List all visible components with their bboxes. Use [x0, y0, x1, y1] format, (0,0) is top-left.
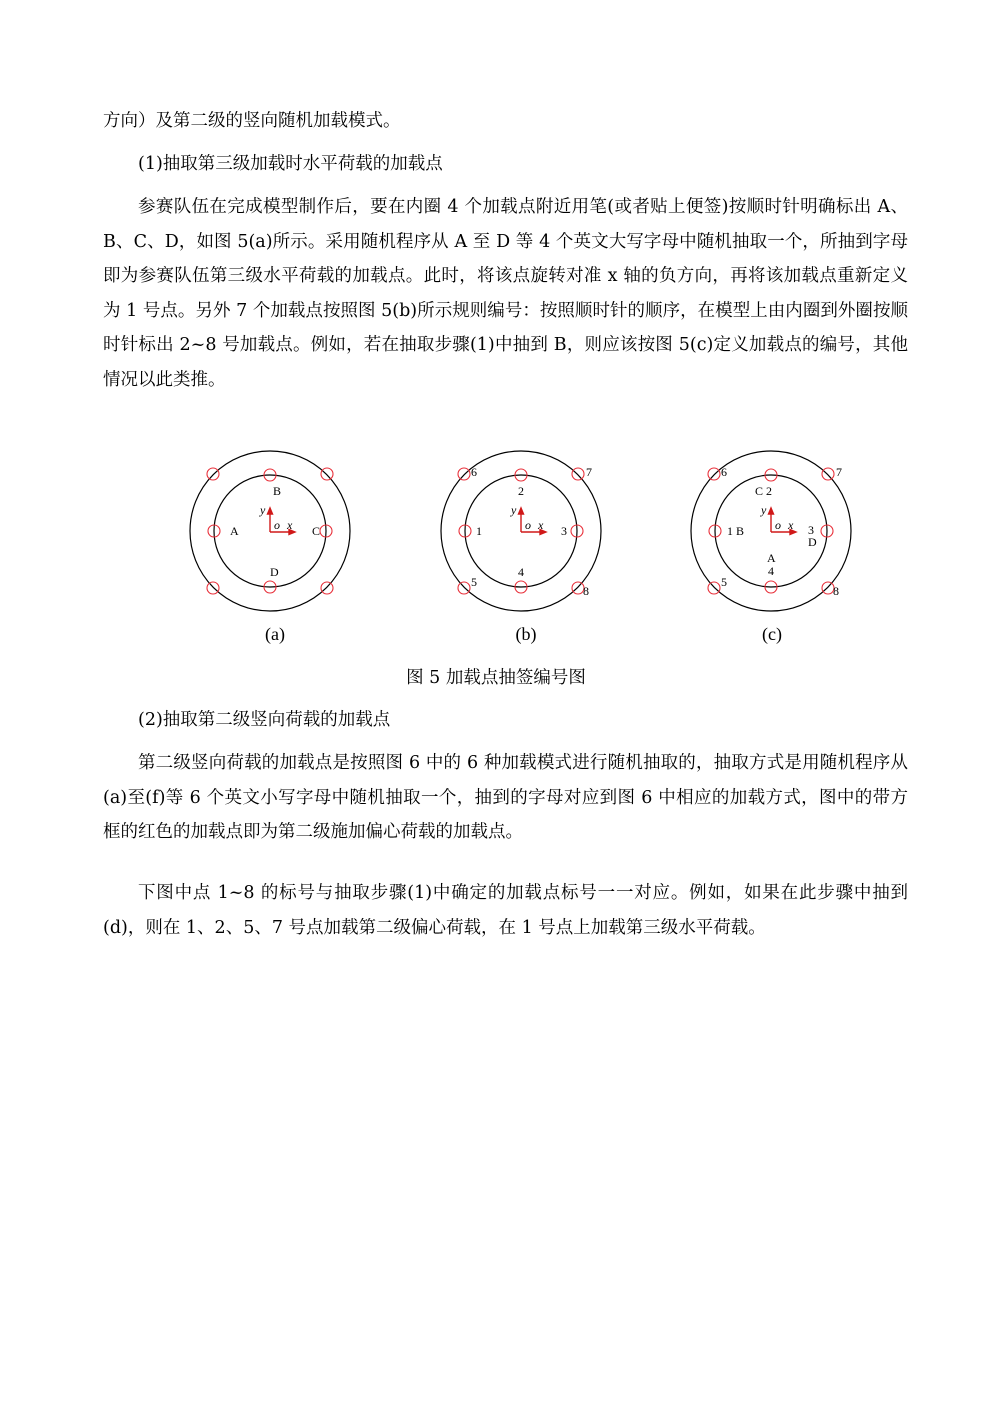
load-point	[207, 468, 219, 480]
point-label: 7	[586, 465, 592, 479]
point-label: 5	[471, 575, 477, 589]
point-label: C 2	[755, 484, 773, 498]
point-label: 8	[833, 584, 839, 598]
panel-c-caption: (c)	[762, 624, 782, 644]
axis-x-label: x	[788, 518, 794, 532]
figure-5	[186, 448, 866, 628]
point-label: B	[273, 484, 282, 498]
panel-a-caption: (a)	[265, 624, 285, 644]
axis-y-label: y	[260, 503, 266, 517]
point-label: D	[270, 565, 279, 579]
point-label: C	[312, 524, 321, 538]
axis-x-label: x	[287, 518, 293, 532]
paragraph-intro: 方向）及第二级的竖向随机加载模式。	[103, 111, 401, 131]
paragraph-example: 下图中点 1~8 的标号与抽取步骤(1)中确定的加载点标号一一对应。例如，如果在此步骤中抽到(d)，则在 1、2、5、7 号点加载第二级偏心荷载，在 1 号点上加载第三级水平荷载。	[103, 883, 908, 938]
axis-origin-label: o	[775, 518, 781, 532]
load-point	[207, 582, 219, 594]
point-label: A	[767, 551, 776, 565]
point-label: 5	[721, 575, 727, 589]
figure-title: 图 5 加载点抽签编号图	[406, 668, 586, 688]
load-point	[321, 468, 333, 480]
axis-origin-label: o	[274, 518, 280, 532]
load-point	[458, 468, 470, 480]
point-label: A	[230, 524, 239, 538]
axis-x-label: x	[538, 518, 544, 532]
y-axis-arrow	[268, 508, 273, 514]
paragraph-vertical-load: 第二级竖向荷载的加载点是按照图 6 中的 6 种加载模式进行随机抽取的，抽取方式是用随机程序从(a)至(f)等 6 个英文小写字母中随机抽取一个，抽到的字母对应到图 6 中相应的加载方式，图中的带方框的红色的加载点即为第二级施加偏心荷载的加载点。	[103, 753, 908, 842]
load-point	[708, 468, 720, 480]
paragraph-horizontal-load: 参赛队伍在完成模型制作后，要在内圈 4 个加载点附近用笔(或者贴上便签)按顺时针明确标出 A、B、C、D，如图 5(a)所示。采用随机程序从 A 至 D 等 4 个英文大写字母中随机抽取一个，所抽到字母即为参赛队伍第三级水平荷载的加载点。此时，将该点旋转对准 x 轴的负方向，再将该加载点重新定义为 1 号点。另外 7 个加载点按照图 5(b)所示规则编号：按照顺时针的顺序，在模型上由内圈到外圈按顺时针标出 2~8 号加载点。例如，若在抽取步骤(1)中抽到 B，则应该按图 5(c)定义加载点的编号，其他情况以此类推。	[103, 197, 908, 390]
point-label: 1	[476, 524, 482, 538]
axis-y-label: y	[511, 503, 517, 517]
panel-a-diagram	[186, 448, 354, 618]
load-point	[458, 582, 470, 594]
point-label: 7	[836, 465, 842, 479]
point-label: 1 B	[727, 524, 745, 538]
panel-b-caption: (b)	[515, 624, 537, 644]
load-point	[708, 582, 720, 594]
y-axis-arrow	[769, 508, 774, 514]
point-label: D	[808, 535, 817, 549]
section-heading-2: (2)抽取第二级竖向荷载的加载点	[138, 710, 391, 730]
point-label: 6	[471, 465, 477, 479]
point-label: 3	[808, 523, 814, 537]
load-point	[321, 582, 333, 594]
panel-b-diagram	[437, 448, 605, 618]
axis-y-label: y	[761, 503, 767, 517]
point-label: 6	[721, 465, 727, 479]
point-label: 4	[768, 564, 774, 578]
axis-origin-label: o	[525, 518, 531, 532]
point-label: 3	[561, 524, 567, 538]
section-heading-1: (1)抽取第三级加载时水平荷载的加载点	[138, 154, 443, 174]
point-label: 2	[518, 484, 524, 498]
y-axis-arrow	[519, 508, 524, 514]
load-point	[572, 468, 584, 480]
panel-c-diagram	[687, 448, 855, 618]
point-label: 8	[583, 584, 589, 598]
load-point	[822, 468, 834, 480]
point-label: 4	[518, 565, 524, 579]
